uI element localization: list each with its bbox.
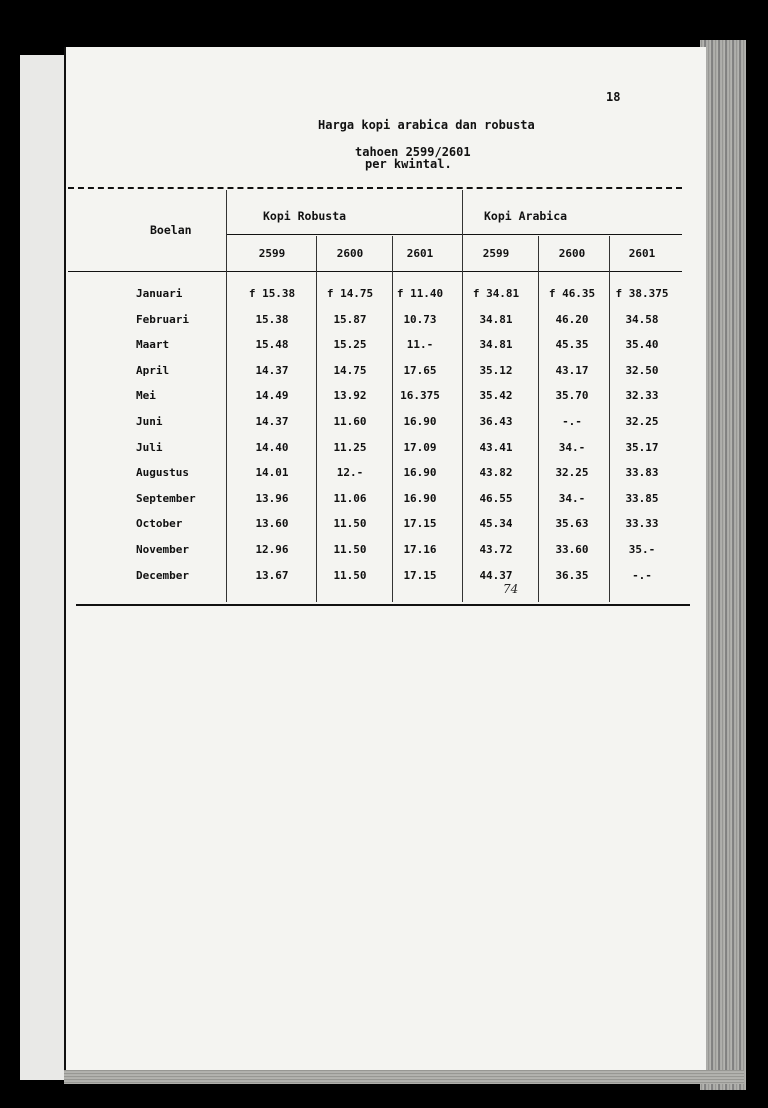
price-cell: 13.96 [255,492,289,505]
book-page-edges [700,40,746,1090]
year-header-arabica-2599: 2599 [482,247,510,260]
month-label: Juni [136,415,163,428]
month-label: Maart [136,338,170,351]
price-cell: 14.37 [255,415,289,428]
month-label: October [136,517,183,530]
column-divider [609,236,610,602]
price-cell: -.- [562,415,582,428]
price-cell: f 38.375 [615,287,669,300]
month-label: Juli [136,441,163,454]
price-cell: 11.- [406,338,434,351]
price-cell: f 14.75 [326,287,374,300]
price-cell: 15.87 [333,313,367,326]
price-cell: 14.37 [255,364,289,377]
price-cell: 43.72 [479,543,513,556]
price-cell: 13.60 [255,517,289,530]
price-cell: 35.- [628,543,656,556]
month-label: Februari [136,313,189,326]
price-cell: 34.- [558,441,586,454]
month-column-header: Boelan [150,223,192,237]
price-cell: 11.06 [333,492,367,505]
price-cell: 15.48 [255,338,289,351]
price-cell: f 46.35 [548,287,596,300]
arabica-group-header: Kopi Arabica [484,209,568,223]
price-cell: 43.17 [555,364,589,377]
price-cell: 35.40 [625,338,659,351]
price-cell: 33.83 [625,466,659,479]
price-cell: 13.67 [255,569,289,582]
price-cell: 32.33 [625,389,659,402]
price-cell: 33.85 [625,492,659,505]
price-cell: 16.90 [403,492,437,505]
price-cell: 14.49 [255,389,289,402]
price-cell: 35.70 [555,389,589,402]
table-top-rule [68,187,682,189]
price-cell: 17.15 [403,517,437,530]
year-header-robusta-2601: 2601 [406,247,434,260]
year-header-arabica-2600: 2600 [558,247,586,260]
price-cell: 16.375 [400,389,440,402]
table-year-rule [226,234,682,235]
price-cell: 46.20 [555,313,589,326]
price-cell: 14.40 [255,441,289,454]
price-cell: 36.35 [555,569,589,582]
price-cell: 45.34 [479,517,513,530]
column-divider [538,236,539,602]
price-cell: 34.81 [479,338,513,351]
price-cell: -.- [632,569,652,582]
price-cell: 10.73 [403,313,437,326]
price-cell: 34.- [558,492,586,505]
price-cell: 17.16 [403,543,437,556]
price-cell: 14.75 [333,364,367,377]
price-cell: 17.15 [403,569,437,582]
book-binding-strip [20,55,66,1080]
price-cell: 32.25 [555,466,589,479]
month-label: April [136,364,170,377]
price-cell: 17.65 [403,364,437,377]
price-cell: 35.63 [555,517,589,530]
price-cell: 43.41 [479,441,513,454]
column-divider [226,190,227,602]
price-cell: 12.- [336,466,364,479]
price-cell: 11.25 [333,441,367,454]
column-divider [462,190,463,602]
price-cell: 35.17 [625,441,659,454]
year-header-robusta-2599: 2599 [258,247,286,260]
document-subtitle-unit: per kwintal. [365,157,452,171]
price-cell: 11.50 [333,569,367,582]
price-cell: 35.12 [479,364,513,377]
price-cell: f 34.81 [472,287,520,300]
column-divider [316,236,317,602]
month-label: Mei [136,389,156,402]
price-cell: 16.90 [403,415,437,428]
price-cell: 15.38 [255,313,289,326]
robusta-group-header: Kopi Robusta [263,209,347,223]
price-cell: 13.92 [333,389,367,402]
price-cell: 44.37 [479,569,513,582]
price-cell: 12.96 [255,543,289,556]
price-cell: 16.90 [403,466,437,479]
document-subtitle-years: tahoen 2599/2601 [355,145,471,159]
month-label: November [136,543,189,556]
price-cell: 36.43 [479,415,513,428]
price-cell: f 11.40 [396,287,444,300]
price-cell: 15.25 [333,338,367,351]
year-header-arabica-2601: 2601 [628,247,656,260]
price-cell: 46.55 [479,492,513,505]
book-page-bottom-edge [64,1070,744,1084]
month-label: September [136,492,196,505]
table-header-rule [68,271,682,272]
price-cell: 34.58 [625,313,659,326]
handwritten-correction: 74 [503,582,519,596]
month-label: Januari [136,287,183,300]
year-header-robusta-2600: 2600 [336,247,364,260]
price-cell: 34.81 [479,313,513,326]
price-cell: 14.01 [255,466,289,479]
price-cell: 11.50 [333,517,367,530]
month-label: December [136,569,189,582]
price-cell: 32.50 [625,364,659,377]
price-cell: f 15.38 [248,287,296,300]
price-cell: 43.82 [479,466,513,479]
document-title: Harga kopi arabica dan robusta [318,118,535,132]
price-cell: 17.09 [403,441,437,454]
page-number: 18 [606,90,621,104]
price-cell: 11.50 [333,543,367,556]
month-label: Augustus [136,466,189,479]
price-cell: 11.60 [333,415,367,428]
price-cell: 45.35 [555,338,589,351]
table-bottom-rule [76,604,690,606]
column-divider [392,236,393,602]
price-cell: 33.60 [555,543,589,556]
price-cell: 35.42 [479,389,513,402]
price-cell: 33.33 [625,517,659,530]
price-cell: 32.25 [625,415,659,428]
